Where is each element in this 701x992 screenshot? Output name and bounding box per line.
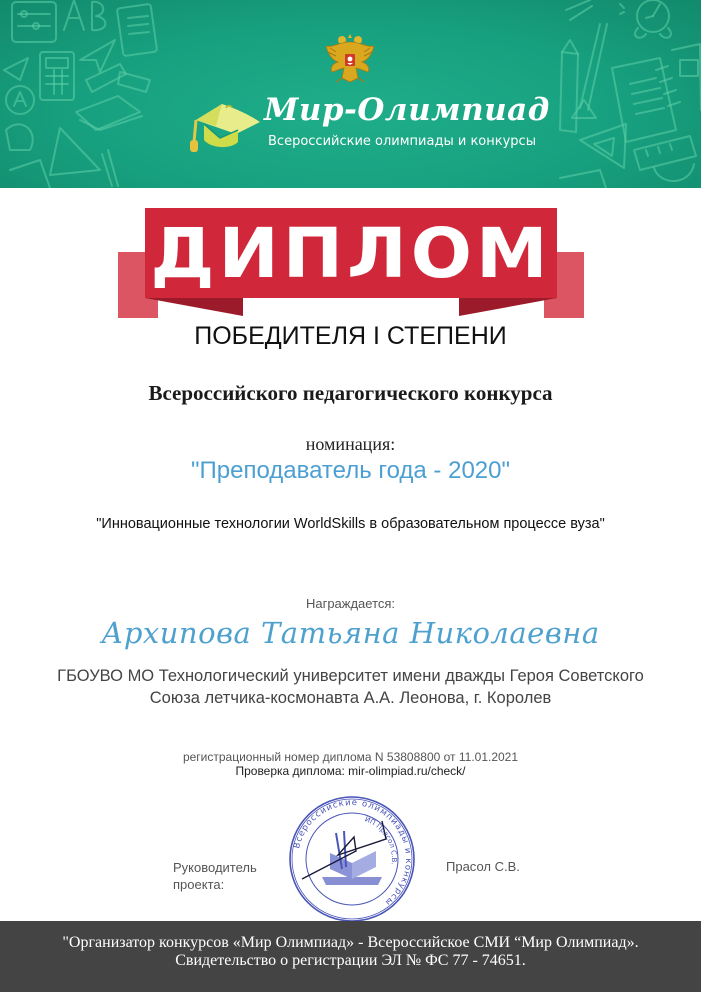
signatory-name: Прасол С.В.	[446, 859, 520, 874]
awarded-label: Награждается:	[305, 596, 396, 611]
signatory-role-line-2: проекта:	[173, 877, 225, 892]
signatory-role	[173, 859, 257, 893]
organization-line-1: ГБОУВО МО Технологический университет имени дважды Героя Советского	[57, 667, 644, 685]
graduation-cap-icon	[186, 90, 262, 154]
recipient-name: Архипова Татьяна Николаевна	[101, 616, 600, 650]
logo-subtitle: Всероссийские олимпиады и конкурсы	[268, 134, 536, 149]
nomination-label: номинация:	[305, 434, 396, 454]
footer-registration: Свидетельство о регистрации ЭЛ № ФС 77 - 74651.	[175, 952, 526, 969]
nomination-title: "Преподаватель года - 2020"	[190, 457, 511, 484]
ribbon-fold-right	[459, 298, 557, 316]
organization-line-2: Союза летчика-космонавта А.А. Леонова, г. Королев	[149, 689, 552, 707]
contest-name: Всероссийского педагогического конкурса	[148, 381, 553, 405]
footer-organizer: "Организатор конкурсов «Мир Олимпиад» - Всероссийское СМИ “Мир Олимпиад».	[62, 934, 639, 951]
work-title: "Инновационные технологии WorldSkills в образовательном процессе вуза"	[96, 516, 605, 532]
header-banner	[0, 0, 701, 188]
registration-number: регистрационный номер диплома N 53808800 от 11.01.2021	[182, 750, 519, 764]
footer	[0, 921, 701, 992]
verification-link: Проверка диплома: mir-olimpiad.ru/check/	[235, 764, 466, 778]
ribbon-banner	[145, 208, 557, 298]
svg-text:Всероссийские олимпиады и конк: Всероссийские олимпиады и конкурсы	[292, 797, 414, 908]
diploma-ribbon	[118, 208, 584, 320]
diploma-title: ДИПЛОМ	[150, 213, 552, 293]
degree-title: ПОБЕДИТЕЛЯ I СТЕПЕНИ	[194, 322, 507, 350]
russian-coat-of-arms-icon	[322, 30, 378, 86]
ribbon-fold-left	[145, 298, 243, 316]
logo-title: Мир-Олимпиад	[264, 92, 550, 128]
mir-olimpiad-logo	[182, 90, 550, 160]
official-stamp-icon	[286, 793, 418, 925]
svg-text:ИП Прасол С.В.: ИП Прасол С.В.	[363, 815, 399, 866]
signatory-role-line-1: Руководитель	[173, 860, 257, 875]
